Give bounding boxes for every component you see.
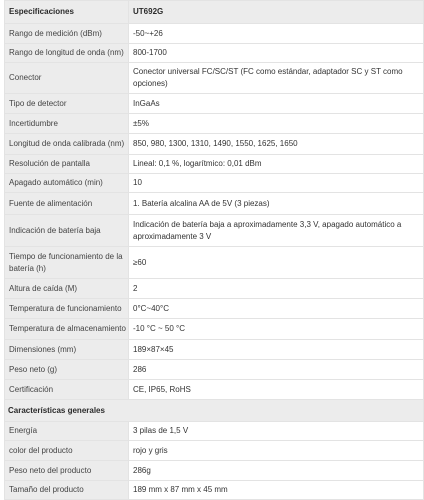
table-row	[5, 481, 424, 500]
spec-value: -50~+26	[129, 24, 424, 44]
spec-value: Lineal: 0,1 %, logarítmico: 0,01 dBm	[129, 155, 424, 174]
spec-value: ≥60	[129, 247, 424, 279]
spec-value: InGaAs	[129, 94, 424, 114]
spec-label: Tiempo de funcionamiento de la batería (h)	[5, 247, 129, 279]
spec-value: 850, 980, 1300, 1310, 1490, 1550, 1625, 1650	[129, 134, 424, 155]
spec-label: Dimensiones (mm)	[5, 340, 129, 360]
spec-value: 286g	[129, 461, 424, 481]
spec-label: Conector	[5, 63, 129, 94]
spec-label: Rango de medición (dBm)	[5, 24, 129, 44]
spec-label: Temperatura de almacenamiento	[5, 319, 129, 340]
table-row	[5, 215, 424, 247]
table-row	[5, 299, 424, 319]
table-row	[5, 340, 424, 360]
spec-label: Indicación de batería baja	[5, 215, 129, 247]
table-row	[5, 380, 424, 400]
spec-label: Temperatura de funcionamiento	[5, 299, 129, 319]
spec-value: 189×87×45	[129, 340, 424, 360]
table-row	[5, 94, 424, 114]
spec-value: Conector universal FC/SC/ST (FC como estándar, adaptador SC y ST como opciones)	[129, 63, 424, 94]
table-row	[5, 24, 424, 44]
section-title: Características generales	[5, 400, 424, 422]
spec-label: Incertidumbre	[5, 114, 129, 134]
table-row	[5, 422, 424, 441]
table-row	[5, 174, 424, 193]
spec-label: Resolución de pantalla	[5, 155, 129, 174]
table-row	[5, 44, 424, 63]
spec-table	[4, 0, 424, 500]
spec-value: 286	[129, 360, 424, 380]
spec-value: 800-1700	[129, 44, 424, 63]
spec-value: ±5%	[129, 114, 424, 134]
header-label: Especificaciones	[5, 1, 129, 24]
table-row	[5, 114, 424, 134]
spec-label: Apagado automático (min)	[5, 174, 129, 193]
table-row	[5, 193, 424, 215]
spec-label: Longitud de onda calibrada (nm)	[5, 134, 129, 155]
spec-label: Certificación	[5, 380, 129, 400]
table-row	[5, 63, 424, 94]
spec-value: 189 mm x 87 mm x 45 mm	[129, 481, 424, 500]
table-row	[5, 441, 424, 461]
header-model: UT692G	[129, 1, 424, 24]
table-row	[5, 319, 424, 340]
table-header-row	[5, 1, 424, 24]
spec-value: 1. Batería alcalina AA de 5V (3 piezas)	[129, 193, 424, 215]
spec-value: CE, IP65, RoHS	[129, 380, 424, 400]
spec-label: Rango de longitud de onda (nm)	[5, 44, 129, 63]
spec-label: Peso neto (g)	[5, 360, 129, 380]
spec-label: Tipo de detector	[5, 94, 129, 114]
table-row	[5, 247, 424, 279]
section-header-row	[5, 400, 424, 422]
table-row	[5, 461, 424, 481]
table-row	[5, 134, 424, 155]
spec-label: Peso neto del producto	[5, 461, 129, 481]
spec-label: Tamaño del producto	[5, 481, 129, 500]
spec-value: 2	[129, 279, 424, 299]
spec-value: -10 °C ~ 50 °C	[129, 319, 424, 340]
spec-label: Altura de caída (M)	[5, 279, 129, 299]
spec-label: Energía	[5, 422, 129, 441]
spec-value: 3 pilas de 1,5 V	[129, 422, 424, 441]
spec-label: color del producto	[5, 441, 129, 461]
spec-value: Indicación de batería baja a aproximadamente 3,3 V, apagado automático a aproximadamente 3 V	[129, 215, 424, 247]
table-row	[5, 360, 424, 380]
spec-label: Fuente de alimentación	[5, 193, 129, 215]
spec-value: 10	[129, 174, 424, 193]
table-row	[5, 279, 424, 299]
spec-value: rojo y gris	[129, 441, 424, 461]
table-row	[5, 155, 424, 174]
spec-value: 0°C~40°C	[129, 299, 424, 319]
